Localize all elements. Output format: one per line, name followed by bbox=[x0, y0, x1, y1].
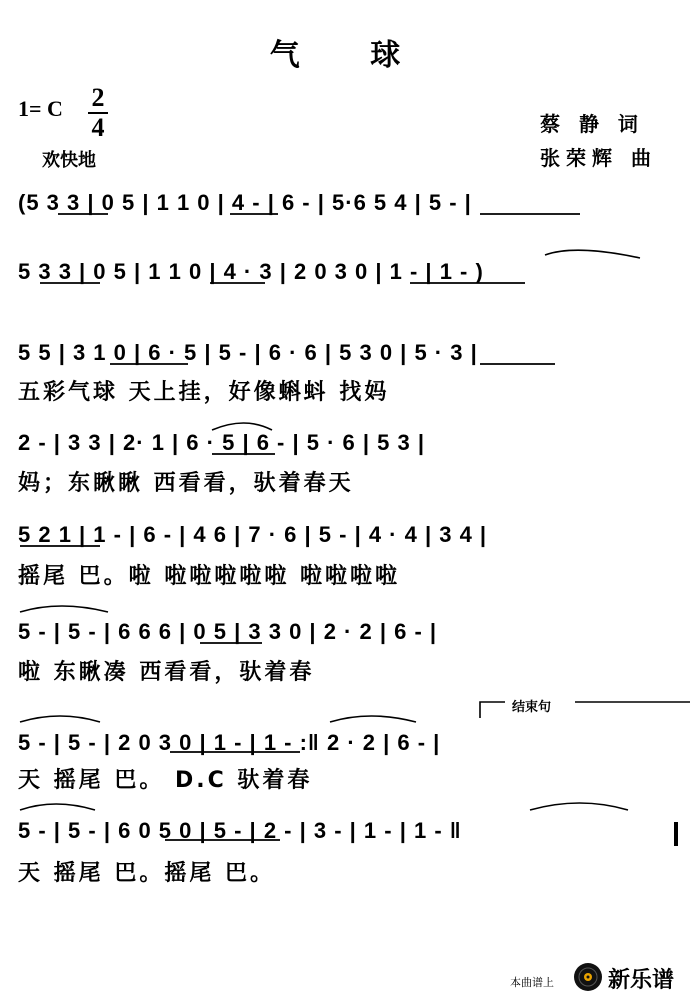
lyrics-line-6: 啦 东瞅凑 西看看，驮着春 bbox=[18, 660, 315, 685]
footer-text: 本曲谱上 bbox=[510, 976, 554, 989]
ending-bracket bbox=[480, 702, 505, 718]
slur-mark bbox=[20, 606, 108, 612]
notation-line-5: 5 2 1 | 1 - | 6 - | 4 6 | 7 · 6 | 5 - | 4 · 4 | 3 4 | bbox=[18, 522, 488, 547]
lyrics-line-3: 五彩气球 天上挂，好像蝌蚪 找妈 bbox=[18, 380, 390, 405]
lyrics-line-7: 天 摇尾 巴。 D.C 驮着春 bbox=[18, 768, 313, 793]
slur-mark bbox=[545, 250, 640, 258]
time-signature-top: 2 bbox=[91, 83, 105, 112]
notation-line-1: (5 3 3 | 0 5 | 1 1 0 | 4 - | 6 - | 5·6 5 4 | 5 - | bbox=[18, 190, 472, 215]
song-title: 气 球 bbox=[269, 38, 431, 73]
brand-logo-text: 新乐谱 bbox=[608, 968, 675, 993]
notation-line-6: 5 - | 5 - | 6 6 6 | 0 5 | 3 3 0 | 2 · 2 | 6 - | bbox=[18, 619, 438, 644]
tempo-marking: 欢快地 bbox=[42, 150, 96, 171]
slur-mark bbox=[330, 716, 416, 722]
notation-line-2: 5 3 3 | 0 5 | 1 1 0 | 4 · 3 | 2 0 3 0 | 1 - | 1 - ) bbox=[18, 259, 484, 284]
lyrics-line-4: 妈；东瞅瞅 西看看，驮着春天 bbox=[18, 471, 354, 496]
record-logo-icon bbox=[573, 962, 603, 992]
notation-line-4: 2 - | 3 3 | 2· 1 | 6 · 5 | 6 - | 5 · 6 | 5 3 | bbox=[18, 430, 426, 455]
notation-line-8: 5 - | 5 - | 6 0 5 0 | 5 - | 2 - | 3 - | 1 - | 1 - ‖ bbox=[18, 818, 462, 843]
lyrics-line-8: 天 摇尾 巴。摇尾 巴。 bbox=[18, 861, 275, 886]
ending-label: 结束句 bbox=[512, 700, 552, 715]
lyrics-line-5: 摇尾 巴。啦 啦啦啦啦啦 啦啦啦啦 bbox=[18, 564, 400, 589]
slur-mark bbox=[530, 803, 628, 810]
composer-credit: 张荣辉 曲 bbox=[540, 146, 657, 170]
key-signature: 1= C bbox=[18, 96, 63, 121]
lyricist-credit: 蔡 静 词 bbox=[540, 112, 644, 136]
slur-mark bbox=[20, 804, 95, 810]
notation-line-7: 5 - | 5 - | 2 0 3 0 | 1 - | 1 - :‖ 2 · 2 | 6 - | bbox=[18, 730, 441, 755]
slur-mark bbox=[212, 423, 272, 430]
slur-mark bbox=[20, 716, 100, 722]
notation-line-3: 5 5 | 3 1 0 | 6 · 5 | 5 - | 6 · 6 | 5 3 0 | 5 · 3 | bbox=[18, 340, 478, 365]
time-signature-bottom: 4 bbox=[91, 113, 105, 142]
